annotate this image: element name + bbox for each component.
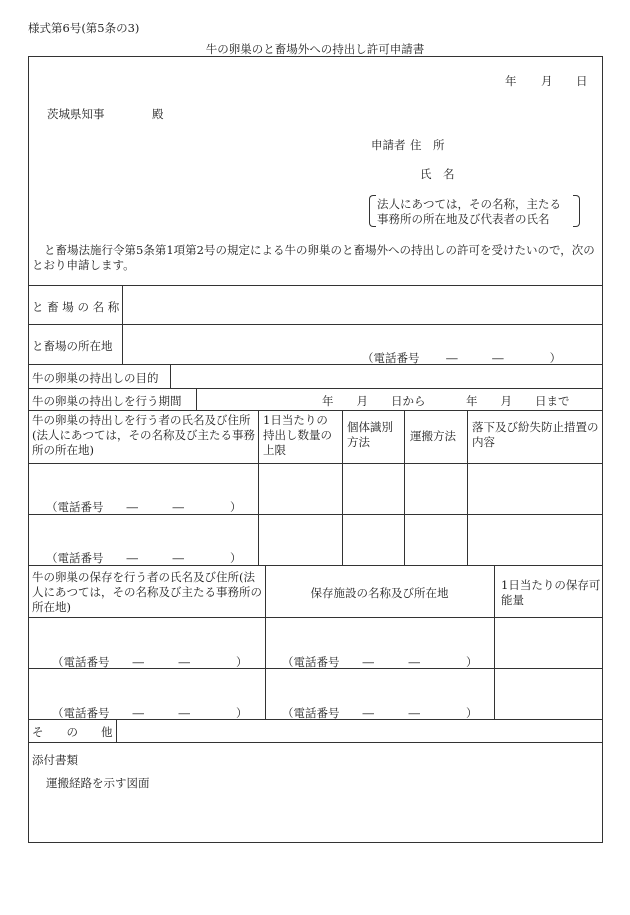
storage-person-phone-2: （電話番号 ― ― ） [52,706,248,720]
date-day: 日 [576,74,588,88]
transport-phone-2: （電話番号 ― ― ） [46,551,242,565]
date-month: 月 [541,74,553,88]
attachments-label: 添付書類 [32,753,78,767]
applicant-note-line1: 法人にあつては，その名称，主たる [377,197,561,211]
storage-header-facility: 保存施設の名称及び所在地 [310,586,449,600]
transport-header-quantity: 1日当たりの持出し数量の上限 [263,413,332,457]
period-to: 年 月 日まで [466,394,570,408]
transport-phone-1: （電話番号 ― ― ） [46,500,242,514]
note-bracket-right [573,195,580,227]
transport-header-method: 運搬方法 [410,429,456,443]
other-label: そ の 他 [32,725,113,739]
transport-header-person: 牛の卵巣の持出しを行う者の氏名及び住所(法人にあつては，その名称及び主たる事務所の所在地) [32,413,255,457]
slaughterhouse-location-label: と畜場の所在地 [32,339,113,353]
slaughterhouse-phone: （電話番号 ― ― ） [362,351,562,365]
purpose-label: 牛の卵巣の持出しの目的 [32,371,159,385]
addressee-honorific: 殿 [152,107,164,121]
name-label: 氏 名 [420,167,455,181]
page-title: 牛の卵巣のと畜場外への持出し許可申請書 [205,42,425,56]
transport-header-identification: 個体識別方法 [347,420,393,449]
period-label: 牛の卵巣の持出しを行う期間 [32,394,182,408]
storage-header-capacity: 1日当たりの保存可能量 [501,578,601,607]
period-from: 年 月 日から [322,394,426,408]
date-year: 年 [505,74,517,88]
address-label: 住 所 [410,138,445,152]
addressee-name: 茨城県知事 [47,107,105,121]
storage-person-phone-1: （電話番号 ― ― ） [52,655,248,669]
transport-header-prevention: 落下及び紛失防止措置の内容 [472,420,599,449]
applicant-note-line2: 事務所の所在地及び代表者の氏名 [377,212,550,226]
storage-header-person: 牛の卵巣の保存を行う者の氏名及び住所(法人にあつては，その名称及び主たる事務所の所在地) [32,570,262,614]
storage-facility-phone-2: （電話番号 ― ― ） [282,706,478,720]
form-number: 様式第6号(第5条の3) [28,21,140,35]
note-bracket-left [369,195,376,227]
body-text: と畜場法施行令第5条第1項第2号の規定による牛の卵巣のと畜場外への持出しの許可を受けたいので，次のとおり申請します。 [32,243,595,272]
applicant-label: 申請者 [371,138,406,152]
storage-facility-phone-1: （電話番号 ― ― ） [282,655,478,669]
attachments-item: 運搬経路を示す図面 [46,776,150,790]
slaughterhouse-name-label: と 畜 場 の 名 称 [32,300,120,314]
